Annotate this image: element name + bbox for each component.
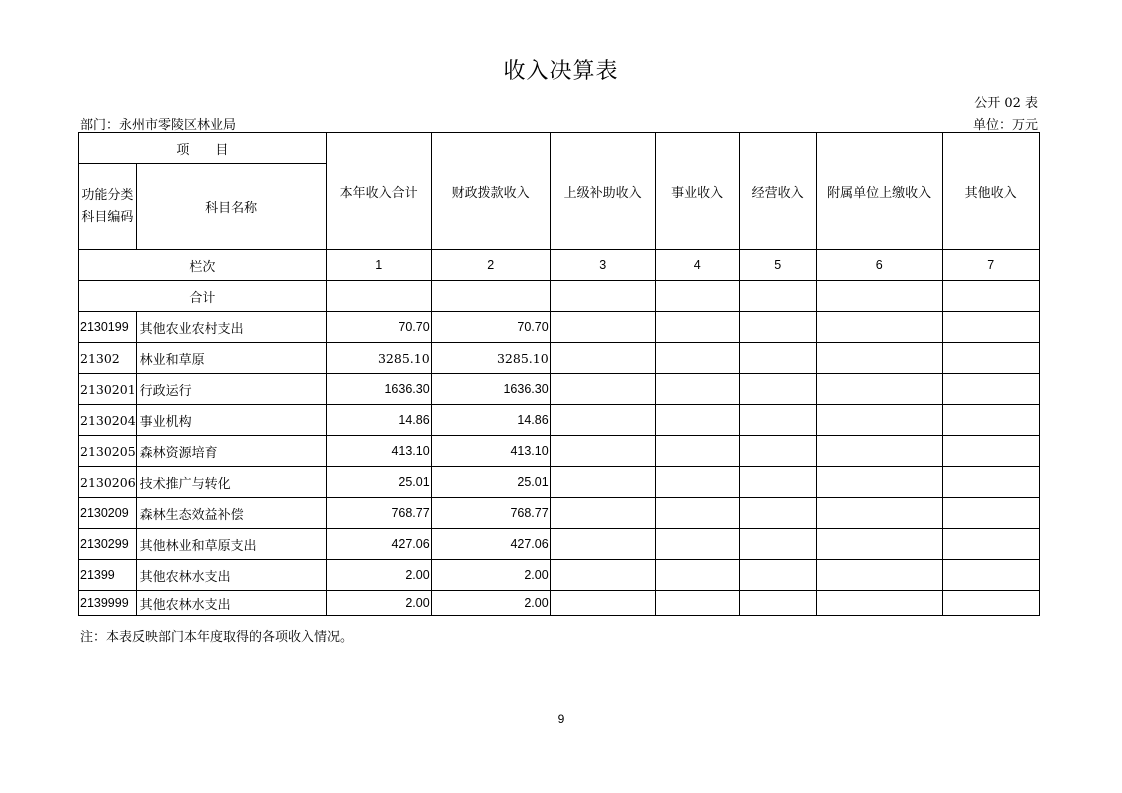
unit-label: 单位：万元	[972, 118, 1038, 133]
row-number: 4	[655, 250, 739, 281]
empty-cell	[550, 343, 655, 374]
fiscal-income-cell: 768.77	[431, 498, 550, 529]
empty-cell	[655, 591, 739, 616]
table-row	[79, 560, 1040, 591]
total-income-cell: 14.86	[326, 405, 431, 436]
fiscal-income-cell: 413.10	[431, 436, 550, 467]
subject-name-cell: 林业和草原	[136, 343, 326, 374]
fiscal-income-cell: 14.86	[431, 405, 550, 436]
empty-cell	[655, 529, 739, 560]
func-code-cell: 2130209	[79, 498, 137, 529]
func-code-cell: 2130201	[79, 374, 137, 405]
empty-cell	[550, 560, 655, 591]
subject-name-cell: 技术推广与转化	[136, 467, 326, 498]
row-number: 5	[739, 250, 816, 281]
col-header-other: 其他收入	[942, 133, 1039, 250]
subject-name-cell: 行政运行	[136, 374, 326, 405]
department-label: 部门：永州市零陵区林业局	[80, 118, 237, 133]
subject-name-cell: 其他农业农村支出	[136, 312, 326, 343]
empty-cell	[739, 374, 816, 405]
empty-cell	[816, 560, 942, 591]
subject-name-header: 科目名称	[136, 164, 326, 250]
empty-cell	[739, 591, 816, 616]
empty-cell	[942, 343, 1039, 374]
table-row	[79, 343, 1040, 374]
table-row	[79, 374, 1040, 405]
empty-cell	[942, 374, 1039, 405]
col-header-superior: 上级补助收入	[550, 133, 655, 250]
empty-cell	[739, 529, 816, 560]
empty-cell	[655, 374, 739, 405]
row-number: 2	[431, 250, 550, 281]
empty-cell	[942, 560, 1039, 591]
empty-cell	[816, 312, 942, 343]
row-number: 7	[942, 250, 1039, 281]
col-header-operating: 经营收入	[739, 133, 816, 250]
empty-cell	[739, 467, 816, 498]
empty-cell	[816, 498, 942, 529]
func-code-cell: 2130199	[79, 312, 137, 343]
table-row	[79, 498, 1040, 529]
empty-cell	[942, 405, 1039, 436]
fiscal-income-cell: 3285.10	[431, 343, 550, 374]
empty-cell	[942, 529, 1039, 560]
total-income-cell: 1636.30	[326, 374, 431, 405]
empty-cell	[655, 560, 739, 591]
empty-cell	[655, 467, 739, 498]
func-code-cell: 2130205	[79, 436, 137, 467]
empty-cell	[816, 529, 942, 560]
empty-cell	[739, 560, 816, 591]
fiscal-income-cell: 427.06	[431, 529, 550, 560]
func-code-cell: 21302	[79, 343, 137, 374]
footnote: 注：本表反映部门本年度取得的各项收入情况。	[80, 630, 354, 645]
form-number: 公开 02 表	[974, 96, 1038, 111]
project-header: 项 目	[79, 133, 327, 164]
subject-name-cell: 森林资源培育	[136, 436, 326, 467]
func-code-cell: 2130206	[79, 467, 137, 498]
total-income-cell: 3285.10	[326, 343, 431, 374]
income-table	[78, 132, 1040, 616]
total-income-cell: 2.00	[326, 591, 431, 616]
empty-cell	[942, 467, 1039, 498]
row-label: 栏次	[79, 250, 327, 281]
empty-cell	[739, 405, 816, 436]
col-header-affiliated: 附属单位上缴收入	[816, 133, 942, 250]
table-row	[79, 436, 1040, 467]
page-number: 9	[557, 712, 565, 726]
empty-cell	[739, 436, 816, 467]
subject-name-cell: 森林生态效益补偿	[136, 498, 326, 529]
document-title: 收入决算表	[503, 59, 619, 84]
total-income-cell: 2.00	[326, 560, 431, 591]
row-number: 3	[550, 250, 655, 281]
empty-cell	[942, 436, 1039, 467]
func-code-cell: 2130299	[79, 529, 137, 560]
total-income-cell: 427.06	[326, 529, 431, 560]
subject-name-cell: 事业机构	[136, 405, 326, 436]
empty-cell	[550, 498, 655, 529]
fiscal-income-cell: 25.01	[431, 467, 550, 498]
table-row	[79, 467, 1040, 498]
fiscal-income-cell: 1636.30	[431, 374, 550, 405]
empty-cell	[550, 529, 655, 560]
empty-cell	[550, 591, 655, 616]
empty-cell	[655, 436, 739, 467]
empty-cell	[655, 405, 739, 436]
empty-cell	[942, 312, 1039, 343]
row-number: 6	[816, 250, 942, 281]
table-row	[79, 591, 1040, 616]
total-income-cell: 25.01	[326, 467, 431, 498]
table-row	[79, 529, 1040, 560]
fiscal-income-cell: 2.00	[431, 591, 550, 616]
empty-cell	[550, 405, 655, 436]
func-code-cell: 21399	[79, 560, 137, 591]
empty-cell	[816, 591, 942, 616]
empty-cell	[739, 312, 816, 343]
func-code-cell: 2130204	[79, 405, 137, 436]
empty-cell	[816, 343, 942, 374]
table-row	[79, 405, 1040, 436]
empty-cell	[816, 467, 942, 498]
subject-name-cell: 其他农林水支出	[136, 560, 326, 591]
fiscal-income-cell: 70.70	[431, 312, 550, 343]
empty-cell	[655, 312, 739, 343]
fiscal-income-cell: 2.00	[431, 560, 550, 591]
total-income-cell: 413.10	[326, 436, 431, 467]
empty-cell	[739, 343, 816, 374]
empty-cell	[816, 374, 942, 405]
func-code-header: 功能分类科目编码	[79, 164, 137, 250]
row-number: 1	[326, 250, 431, 281]
col-header-total: 本年收入合计	[326, 133, 431, 250]
empty-cell	[550, 374, 655, 405]
col-header-business: 事业收入	[655, 133, 739, 250]
col-header-fiscal: 财政拨款收入	[431, 133, 550, 250]
func-code-cell: 2139999	[79, 591, 137, 616]
empty-cell	[942, 591, 1039, 616]
empty-cell	[739, 498, 816, 529]
total-income-cell: 768.77	[326, 498, 431, 529]
total-label: 合计	[79, 281, 327, 312]
empty-cell	[550, 312, 655, 343]
table-row	[79, 312, 1040, 343]
subject-name-cell: 其他林业和草原支出	[136, 529, 326, 560]
empty-cell	[550, 436, 655, 467]
empty-cell	[655, 498, 739, 529]
empty-cell	[550, 467, 655, 498]
empty-cell	[942, 498, 1039, 529]
subject-name-cell: 其他农林水支出	[136, 591, 326, 616]
total-row	[79, 281, 1040, 312]
empty-cell	[816, 405, 942, 436]
total-income-cell: 70.70	[326, 312, 431, 343]
empty-cell	[816, 436, 942, 467]
empty-cell	[655, 343, 739, 374]
